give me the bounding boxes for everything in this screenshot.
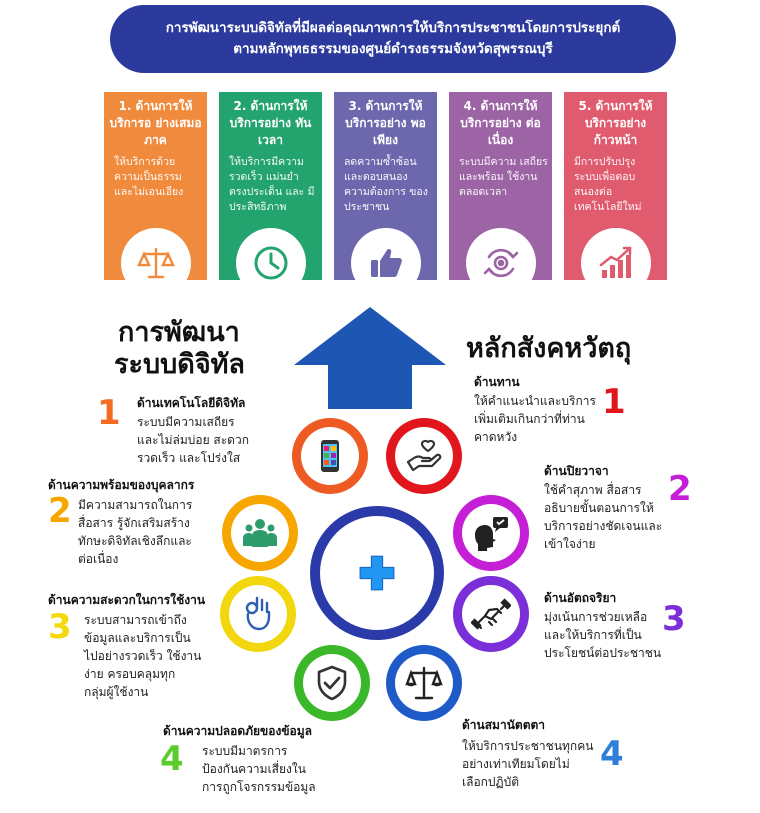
principle-card-1 — [104, 92, 207, 280]
medical-plus-icon — [357, 553, 397, 593]
principle-card-5 — [564, 92, 667, 280]
title-line-2: ตามหลักพุทธธรรมของศูนย์ดำรงธรรมจังหวัดสุพรรณบุรี — [233, 41, 553, 57]
left-item-text-3: ระบบสามารถเข้าถึง ข้อมูลและบริการเป็น ไปอย่างรวดเร็ว ใช้งาน ง่าย ครอบคลุมทุก กลุ่มผู้ใช้งาน — [84, 613, 202, 699]
left-item-number-1: 1 — [97, 393, 121, 433]
left-item-title-3: ด้านความสะดวกในการใช้งาน — [48, 593, 206, 607]
left-item-title-1: ด้านเทคโนโลยีดิจิทัล — [137, 396, 246, 410]
right-item-title-3: ด้านอัตถจริยา — [544, 591, 617, 605]
principle-card-3 — [334, 92, 437, 280]
right-item-text-1: ให้คำแนะนำและบริการ เพิ่มเติมเกินกว่าที่ท่าน คาดหวัง — [474, 394, 596, 444]
right-heading: หลักสังคหวัตถุ — [466, 333, 632, 364]
clock-icon — [236, 228, 306, 280]
right-item-number-2: 2 — [668, 469, 692, 509]
ok-hand-icon — [229, 585, 287, 643]
ring-digital-technology — [292, 418, 368, 494]
principle-card-desc: ระบบมีความ เสถียรและพร้อม ใช้งานตลอดเวลา — [459, 156, 548, 198]
principle-card-title: 1. ด้านการให้ บริการอ ย่างเสมอภาค — [109, 99, 202, 147]
handshake-icon — [462, 585, 520, 643]
thumbs-up-icon — [351, 228, 421, 280]
principle-card-desc: ให้บริการด้วย ความเป็นธรรม และไม่เอนเอียง — [114, 156, 184, 198]
right-item-text-3: มุ่งเน้นการช่วยเหลือ และให้บริการที่เป็น ประโยชน์ต่อประชาชน — [544, 610, 662, 660]
principle-card-4 — [449, 92, 552, 280]
ring-kind-speech — [453, 495, 529, 571]
title-banner — [110, 5, 676, 73]
left-heading-line-2: ระบบดิจิทัล — [114, 349, 245, 380]
principle-card-desc: ให้บริการมีความ รวดเร็ว แม่นยำ ตรงประเด็น และ มีประสิทธิภาพ — [229, 156, 315, 213]
left-item-text-1: ระบบมีความเสถียร และไม่ล่มบ่อย สะดวก รวดเร็ว และโปร่งใส — [137, 415, 249, 465]
cycle-gear-icon — [466, 228, 536, 280]
left-item-number-2: 2 — [48, 491, 72, 531]
speech-bubble-icon — [462, 504, 520, 562]
ring-personnel — [222, 495, 298, 571]
principle-card-title: 2. ด้านการให้ บริการอย่าง ทันเวลา — [229, 99, 312, 147]
justice-scales-icon — [395, 654, 453, 712]
left-item-number-4: 4 — [160, 739, 184, 779]
left-item-text-4: ระบบมีมาตรการ ป้องกันความเสี่ยงใน การถูกโจรกรรมข้อมูล — [202, 744, 316, 794]
ring-data-security — [294, 645, 370, 721]
right-item-title-1: ด้านทาน — [474, 375, 520, 389]
ring-convenience — [220, 576, 296, 652]
team-people-icon — [231, 504, 289, 562]
principle-card-desc: มีการปรับปรุง ระบบเพื่อตอบ สนองต่อ เทคโนโลยีใหม่ — [574, 156, 642, 213]
right-item-title-4: ด้านสมานัตตตา — [462, 718, 546, 732]
ring-equality — [386, 645, 462, 721]
left-item-title-4: ด้านความปลอดภัยของข้อมูล — [163, 724, 313, 738]
smartphone-apps-icon — [301, 427, 359, 485]
right-item-title-2: ด้านปิยวาจา — [544, 464, 609, 478]
principle-card-title: 5. ด้านการให้ บริการอย่าง ก้าวหน้า — [578, 99, 653, 147]
right-item-number-1: 1 — [602, 382, 626, 422]
left-item-number-3: 3 — [48, 607, 72, 647]
right-item-number-4: 4 — [600, 734, 624, 774]
center-hub — [310, 506, 444, 640]
right-item-text-4: ให้บริการประชาชนทุกคน อย่างเท่าเทียมโดยไม่ เลือกปฏิบัติ — [462, 739, 594, 789]
left-item-title-2: ด้านความพร้อมของบุคลากร — [48, 478, 195, 492]
principle-card-title: 4. ด้านการให้ บริการอย่าง ต่อเนื่อง — [460, 99, 541, 147]
up-arrow — [294, 307, 446, 409]
principle-card-desc: ลดความซ้ำซ้อน และตอบสนอง ความต้องการ ของประชาชน — [344, 156, 428, 213]
principle-card-2 — [219, 92, 322, 280]
ring-helpful-conduct — [453, 576, 529, 652]
principle-card-title: 3. ด้านการให้ บริการอย่าง พอเพียง — [345, 99, 426, 147]
heart-hand-icon — [395, 427, 453, 485]
ring-giving — [386, 418, 462, 494]
title-line-1: การพัฒนาระบบดิจิทัลที่มีผลต่อคุณภาพการให้บริการประชาชนโดยการประยุกต์ — [165, 20, 621, 36]
shield-check-icon — [303, 654, 361, 712]
right-item-text-2: ใช้คำสุภาพ สื่อสาร อธิบายขั้นตอนการให้ บริการอย่างชัดเจนและ เข้าใจง่าย — [544, 483, 663, 551]
right-item-number-3: 3 — [662, 599, 686, 639]
left-item-text-2: มีความสามารถในการ สื่อสาร รู้จักเสริมสร้าง ทักษะดิจิทัลเชิงลึกและ ต่อเนื่อง — [78, 498, 193, 566]
scales-icon — [121, 228, 191, 280]
growth-chart-icon — [581, 228, 651, 280]
left-heading-line-1: การพัฒนา — [118, 317, 240, 348]
